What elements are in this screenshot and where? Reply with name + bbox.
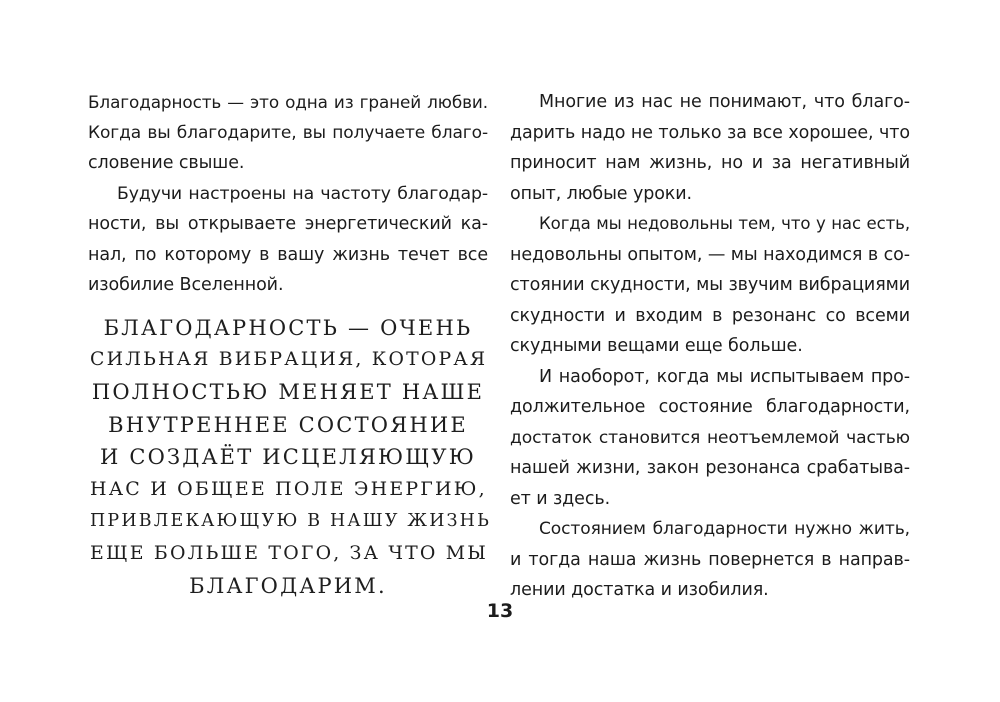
text-line: словение свыше.: [88, 153, 245, 173]
text-line: изобилие Вселенной.: [88, 275, 284, 295]
text-line: ет и здесь.: [510, 488, 611, 509]
left-column: [88, 87, 488, 301]
quote-line: СИЛЬНАЯ ВИБРАЦИЯ, КОТОРАЯ: [90, 349, 488, 371]
text-line: И наоборот, когда мы испытываем про-: [539, 366, 910, 387]
text-line: должительное состояние благодарности,: [510, 397, 910, 417]
text-line: дарить надо не только за все хорошее, что: [510, 122, 910, 143]
text-line: Благодарность — это одна из граней любви.: [88, 92, 488, 112]
text-line: недовольны опытом, — мы находимся в со-: [510, 244, 910, 265]
text-line: скудности и входим в резонанс со всеми: [510, 305, 910, 326]
quote-line: ПРИВЛЕКАЮЩУЮ В НАШУ ЖИЗНЬ: [90, 511, 492, 532]
text-line: Когда вы благодарите, вы получаете благо-: [88, 122, 488, 143]
text-line: и тогда наша жизнь повернется в направ-: [510, 549, 910, 570]
text-line: лении достатка и изобилия.: [510, 580, 769, 600]
quote-line: БЛАГОДАРИМ.: [189, 573, 387, 598]
quote-line: ЕЩЕ БОЛЬШЕ ТОГО, ЗА ЧТО МЫ: [90, 542, 489, 565]
quote-line: НАС И ОБЩЕЕ ПОЛЕ ЭНЕРГИЮ,: [90, 478, 487, 501]
text-line: достаток становится неотъемлемой частью: [510, 427, 910, 448]
paragraph-scarcity: [510, 209, 910, 362]
text-line: скудными вещами еще больше.: [510, 336, 803, 356]
paragraph-abundance: [510, 362, 910, 515]
page-number: 13: [486, 600, 514, 622]
text-line: опыт, любые уроки.: [510, 183, 693, 204]
quote-line: И СОЗДАЁТ ИСЦЕЛЯЮЩУЮ: [99, 444, 477, 469]
paragraph-live-gratitude: [510, 514, 910, 606]
text-line: Состоянием благодарности нужно жить,: [539, 519, 910, 539]
paragraph-energy-channel: [88, 179, 488, 301]
paragraph-not-understand: [510, 87, 910, 209]
text-line: Когда мы недовольны тем, что у нас есть,: [539, 214, 910, 233]
text-line: Будучи настроены на частоту благодар-: [117, 183, 488, 204]
quote-line: ВНУТРЕННЕЕ СОСТОЯНИЕ: [108, 412, 468, 437]
text-line: Многие из нас не понимают, что благо-: [539, 92, 910, 112]
text-line: стоянии скудности, мы звучим вибрациями: [510, 275, 910, 295]
text-line: ности, вы открываете энергетический ка-: [88, 214, 488, 234]
paragraph-gratitude-love: [88, 87, 488, 179]
quote-line: БЛАГОДАРНОСТЬ — ОЧЕНЬ: [103, 316, 473, 340]
text-line: приносит нам жизнь, но и за негативный: [510, 153, 910, 173]
pull-quote: [90, 312, 492, 602]
text-line: нал, по которому в вашу жизнь течет все: [88, 244, 488, 265]
right-column: [510, 87, 910, 606]
quote-line: ПОЛНОСТЬЮ МЕНЯЕТ НАШЕ: [91, 380, 485, 405]
text-line: нашей жизни, закон резонанса срабатыва-: [510, 458, 910, 478]
